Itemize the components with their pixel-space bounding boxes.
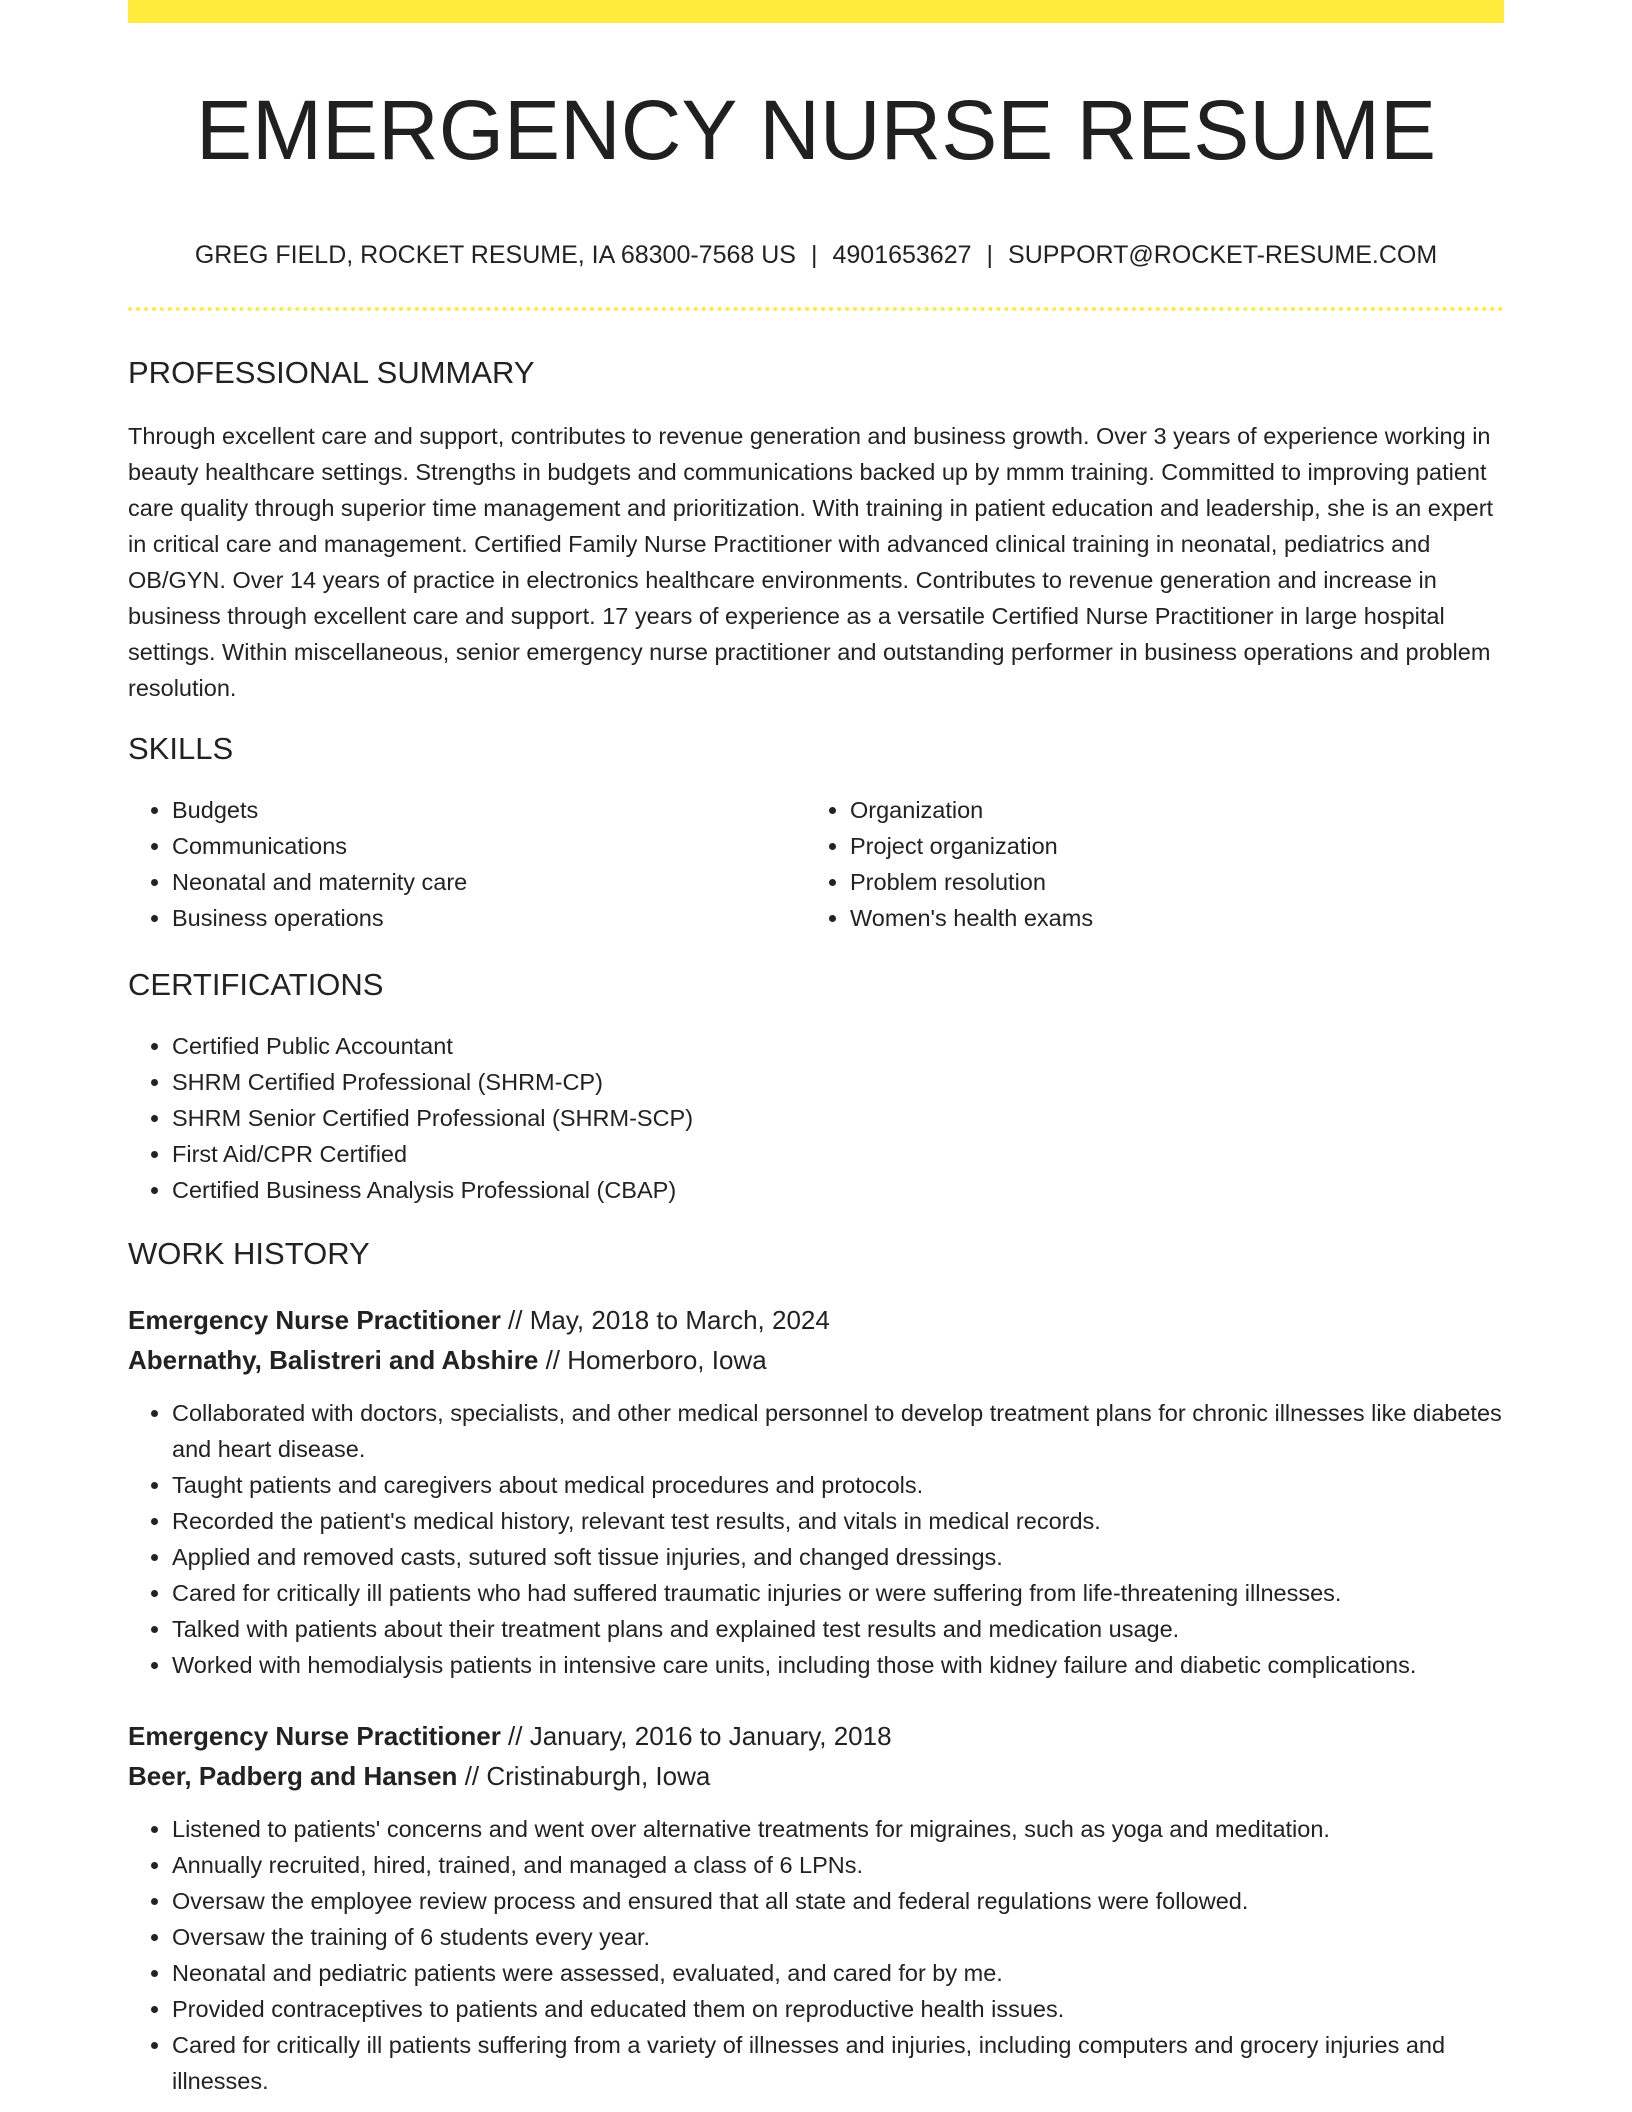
top-accent-bar <box>128 0 1504 23</box>
job-bullet: • Neonatal and pediatric patients were assessed, evaluated, and cared for by me. <box>172 1955 1504 1991</box>
skill-item: • Communications <box>172 828 802 864</box>
skill-item: • Neonatal and maternity care <box>172 864 802 900</box>
certification-item: • Certified Public Accountant <box>172 1028 1472 1064</box>
summary-paragraph: Through excellent care and support, contributes to revenue generation and business growth. Over 3 years of experience working in beauty healthcare settings. Strengths in budgets and communications backed up by mmm training. Committed to improving patient care quality through superior time management and prioritization. With training in patient education and leadership, she is an expert in critical care and management. Certified Family Nurse Practitioner with advanced clinical training in neonatal, pediatrics and OB/GYN. Over 14 years of practice in electronics healthcare environments. Contributes to revenue generation and increase in business through excellent care and support. 17 years of experience as a versatile Certified Nurse Practitioner in large hospital settings. Within miscellaneous, senior emergency nurse practitioner and outstanding performer in business operations and problem resolution. <box>128 423 1494 701</box>
job-bullet: • Applied and removed casts, sutured soft tissue injuries, and changed dressings. <box>172 1539 1504 1575</box>
skill-item: • Women's health exams <box>850 900 1500 936</box>
contact-line <box>128 237 1504 273</box>
job-company-line <box>128 1342 767 1378</box>
section-title-work-history: WORK HISTORY <box>128 1236 370 1271</box>
job-bullet: • Oversaw the training of 6 students every year. <box>172 1919 1504 1955</box>
job-dates: // May, 2018 to March, 2024 <box>508 1305 830 1335</box>
job-bullet: • Taught patients and caregivers about medical procedures and protocols. <box>172 1467 1504 1503</box>
contact-address: GREG FIELD, ROCKET RESUME, IA 68300-7568 US <box>194 241 796 269</box>
job-company: Beer, Padberg and Hansen <box>128 1761 458 1791</box>
skill-item: • Problem resolution <box>850 864 1500 900</box>
contact-separator: | <box>810 241 818 269</box>
job-bullet: • Collaborated with doctors, specialists, and other medical personnel to develop treatment plans for chronic illnesses like diabetes and heart disease. <box>172 1395 1504 1467</box>
job-bullet: • Listened to patients' concerns and went over alternative treatments for migraines, such as yoga and meditation. <box>172 1811 1504 1847</box>
job-bullet: • Cared for critically ill patients who had suffered traumatic injuries or were suffering from life-threatening illnesses. <box>172 1575 1504 1611</box>
job-bullet: • Worked with hemodialysis patients in intensive care units, including those with kidney failure and diabetic complications. <box>172 1647 1504 1683</box>
certification-item: • SHRM Certified Professional (SHRM-CP) <box>172 1064 1472 1100</box>
skill-item: • Budgets <box>172 792 802 828</box>
job-bullets <box>128 1811 1504 2099</box>
job-title: Emergency Nurse Practitioner <box>128 1721 501 1751</box>
certification-item: • Certified Business Analysis Professional (CBAP) <box>172 1172 1472 1208</box>
dotted-divider <box>128 307 1504 311</box>
section-title-skills: SKILLS <box>128 731 234 766</box>
resume-page <box>128 0 1504 2112</box>
job-bullet: • Talked with patients about their treatment plans and explained test results and medication usage. <box>172 1611 1504 1647</box>
contact-email: SUPPORT@ROCKET-RESUME.COM <box>1008 241 1438 269</box>
section-title-certifications: CERTIFICATIONS <box>128 967 384 1002</box>
job-title: Emergency Nurse Practitioner <box>128 1305 501 1335</box>
contact-phone: 4901653627 <box>832 241 972 269</box>
certification-item: • First Aid/CPR Certified <box>172 1136 1472 1172</box>
certification-item: • SHRM Senior Certified Professional (SHRM-SCP) <box>172 1100 1472 1136</box>
skill-item: • Project organization <box>850 828 1500 864</box>
job-bullet: • Annually recruited, hired, trained, and managed a class of 6 LPNs. <box>172 1847 1504 1883</box>
section-title-summary: PROFESSIONAL SUMMARY <box>128 355 535 390</box>
job-location: // Homerboro, Iowa <box>545 1345 767 1375</box>
skill-item: • Business operations <box>172 900 802 936</box>
job-bullet: • Recorded the patient's medical history, relevant test results, and vitals in medical records. <box>172 1503 1504 1539</box>
job-dates: // January, 2016 to January, 2018 <box>508 1721 892 1751</box>
job-title-line <box>128 1302 830 1338</box>
job-bullet: • Cared for critically ill patients suffering from a variety of illnesses and injuries, including computers and grocery injuries and illnesses. <box>172 2027 1504 2099</box>
page-title: EMERGENCY NURSE RESUME <box>196 83 1436 177</box>
job-bullet: • Oversaw the employee review process and ensured that all state and federal regulations were followed. <box>172 1883 1504 1919</box>
contact-separator: | <box>986 241 994 269</box>
skills-list-right <box>806 792 1500 936</box>
job-location: // Cristinaburgh, Iowa <box>464 1761 711 1791</box>
certifications-list <box>128 1028 1472 1208</box>
job-company-line <box>128 1758 710 1794</box>
skill-item: • Organization <box>850 792 1500 828</box>
job-title-line <box>128 1718 892 1754</box>
job-bullet: • Provided contraceptives to patients and educated them on reproductive health issues. <box>172 1991 1504 2027</box>
job-company: Abernathy, Balistreri and Abshire <box>128 1345 539 1375</box>
job-bullets <box>128 1395 1504 1683</box>
skills-list-left <box>128 792 802 936</box>
